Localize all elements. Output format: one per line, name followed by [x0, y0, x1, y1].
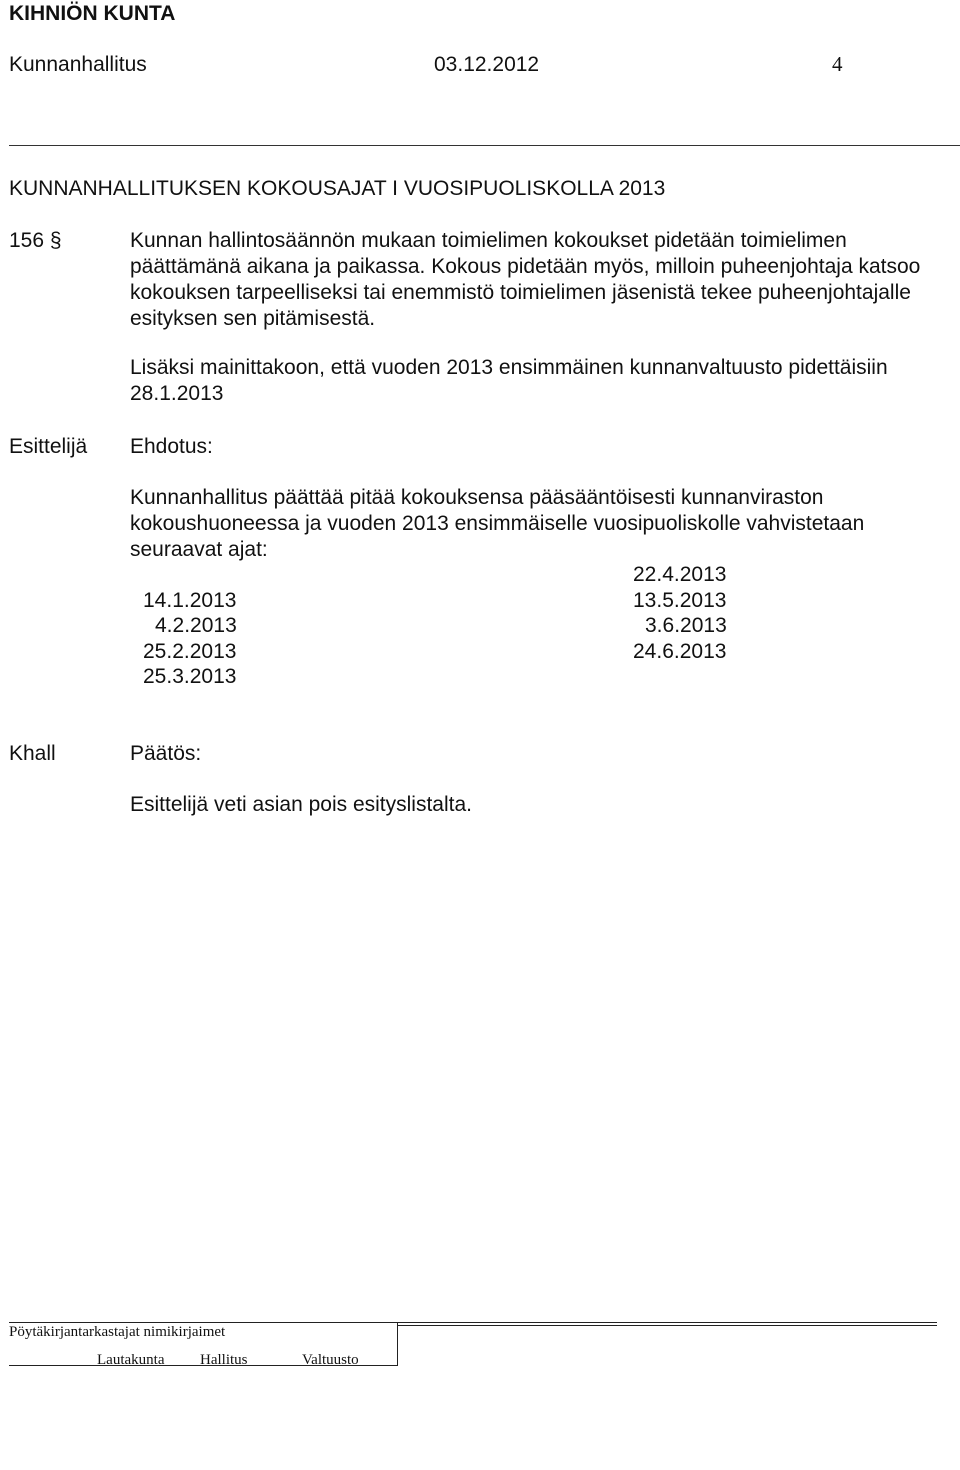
header-body-name: Kunnanhallitus — [9, 53, 147, 76]
footer-item-valtuusto: Valtuusto — [302, 1352, 359, 1368]
section-paragraph-2: Lisäksi mainittakoon, että vuoden 2013 ensimmäinen kunnanvaltuusto pidettäisiin 28.1.2013 — [130, 356, 888, 405]
date-left-4: 25.3.2013 — [143, 665, 237, 688]
proposal-text: Kunnanhallitus päättää pitää kokouksensa pääsääntöisesti kunnanviraston kokoushuoneessa ja vuoden 2013 ensimmäiselle vuosipuoliskolle vahvistetaan seuraavat ajat: — [130, 486, 865, 561]
date-right-2: 13.5.2013 — [633, 589, 727, 612]
footer-title: Pöytäkirjantarkastajat nimikirjaimet — [9, 1324, 226, 1340]
header-divider — [9, 145, 960, 146]
organization-name: KIHNIÖN KUNTA — [9, 2, 176, 25]
decision-label: Khall — [9, 742, 56, 765]
section-title: KUNNANHALLITUKSEN KOKOUSAJAT I VUOSIPUOLISKOLLA 2013 — [9, 177, 666, 200]
date-left-1: 14.1.2013 — [143, 589, 237, 612]
page-number: 4 — [832, 52, 843, 76]
date-left-3: 25.2.2013 — [143, 640, 237, 663]
footer-item-lautakunta: Lautakunta — [97, 1352, 165, 1368]
header-date: 03.12.2012 — [434, 53, 540, 76]
presenter-label: Esittelijä — [9, 435, 88, 458]
section-paragraph-1: Kunnan hallintosäännön mukaan toimielimen kokoukset pidetään toimielimen päättämänä aikana ja paikassa. Kokous pidetään myös, milloin puheenjohtaja katsoo kokouksen tarpeelliseksi tai enemmistö toimielimen jäsenistä tekee puheenjohtajalle esityksen sen pitämisestä. — [130, 229, 921, 330]
date-right-1: 22.4.2013 — [633, 563, 727, 586]
footer-line — [397, 1322, 937, 1323]
section-number: 156 § — [9, 229, 62, 252]
footer-line-2 — [397, 1325, 937, 1326]
date-right-3: 3.6.2013 — [645, 614, 727, 637]
proposal-heading: Ehdotus: — [130, 435, 213, 458]
date-left-2: 4.2.2013 — [155, 614, 237, 637]
decision-heading: Päätös: — [130, 742, 202, 765]
decision-text: Esittelijä veti asian pois esityslistalta. — [130, 793, 472, 816]
date-right-4: 24.6.2013 — [633, 640, 727, 663]
footer-item-hallitus: Hallitus — [200, 1352, 248, 1368]
